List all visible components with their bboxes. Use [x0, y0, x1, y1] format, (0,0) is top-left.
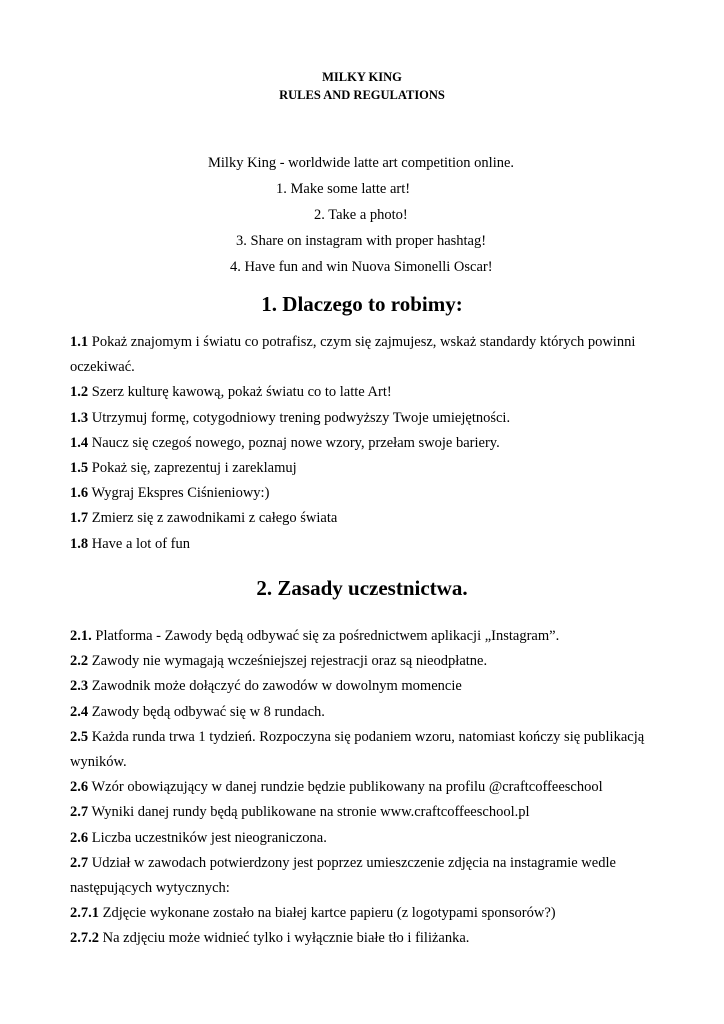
list-item: 2.6 Wzór obowiązujący w danej rundzie będzie publikowany na profilu @craftcoffeeschool — [70, 779, 603, 796]
intro-line: 1. Make some latte art! — [276, 181, 411, 197]
intro-line: 4. Have fun and win Nuova Simonelli Oscar! — [230, 259, 493, 275]
list-item: 1.8 Have a lot of fun — [70, 535, 190, 552]
intro-block — [0, 150, 724, 280]
list-item: 2.3 Zawodnik może dołączyć do zawodów w dowolnym momencie — [70, 678, 462, 695]
list-item: 2.7.1 Zdjęcie wykonane zostało na białej kartce papieru (z logotypami sponsorów?) — [70, 905, 556, 922]
section-2-heading: 2. Zasady uczestnictwa. — [256, 576, 468, 600]
section-2-list — [70, 624, 660, 952]
list-item: 2.6 Liczba uczestników jest nieograniczona. — [70, 829, 327, 846]
list-item: 2.2 Zawody nie wymagają wcześniejszej rejestracji oraz są nieodpłatne. — [70, 653, 488, 670]
list-item: 2.7 Wyniki danej rundy będą publikowane na stronie www.craftcoffeeschool.pl — [70, 804, 530, 821]
intro-line: 2. Take a photo! — [314, 207, 408, 223]
intro-line: 3. Share on instagram with proper hashtag! — [236, 233, 487, 249]
document-subtitle: RULES AND REGULATIONS — [279, 88, 445, 102]
list-item: 2.7 Udział w zawodach potwierdzony jest poprzez umieszczenie zdjęcia na instagramie wedle następujących wytycznych: — [70, 854, 616, 897]
document-header — [0, 68, 724, 104]
section-1-heading: 1. Dlaczego to robimy: — [261, 292, 463, 316]
list-item: 1.4 Naucz się czegoś nowego, poznaj nowe wzory, przełam swoje bariery. — [70, 434, 500, 451]
list-item: 2.1. Platforma - Zawody będą odbywać się za pośrednictwem aplikacji „Instagram”. — [70, 628, 560, 644]
list-item: 2.4 Zawody będą odbywać się w 8 rundach. — [70, 703, 325, 720]
document-title: MILKY KING — [322, 70, 402, 84]
list-item: 2.5 Każda runda trwa 1 tydzień. Rozpoczyna się podaniem wzoru, natomiast kończy się publikacją wyników. — [70, 728, 645, 771]
list-item: 1.2 Szerz kulturę kawową, pokaż światu co to latte Art! — [70, 384, 392, 401]
section-1-list — [70, 330, 660, 557]
list-item: 1.7 Zmierz się z zawodnikami z całego świata — [70, 510, 338, 527]
list-item: 1.5 Pokaż się, zaprezentuj i zareklamuj — [70, 460, 297, 477]
list-item: 1.1 Pokaż znajomym i światu co potrafisz, czym się zajmujesz, wskaż standardy których powinni oczekiwać. — [70, 334, 636, 376]
list-item: 1.3 Utrzymuj formę, cotygodniowy trening podwyższy Twoje umiejętności. — [70, 409, 511, 426]
intro-line: Milky King - worldwide latte art competition online. — [208, 155, 515, 171]
list-item: 1.6 Wygraj Ekspres Ciśnieniowy:) — [70, 485, 270, 502]
list-item: 2.7.2 Na zdjęciu może widnieć tylko i wyłącznie białe tło i filiżanka. — [70, 930, 470, 947]
